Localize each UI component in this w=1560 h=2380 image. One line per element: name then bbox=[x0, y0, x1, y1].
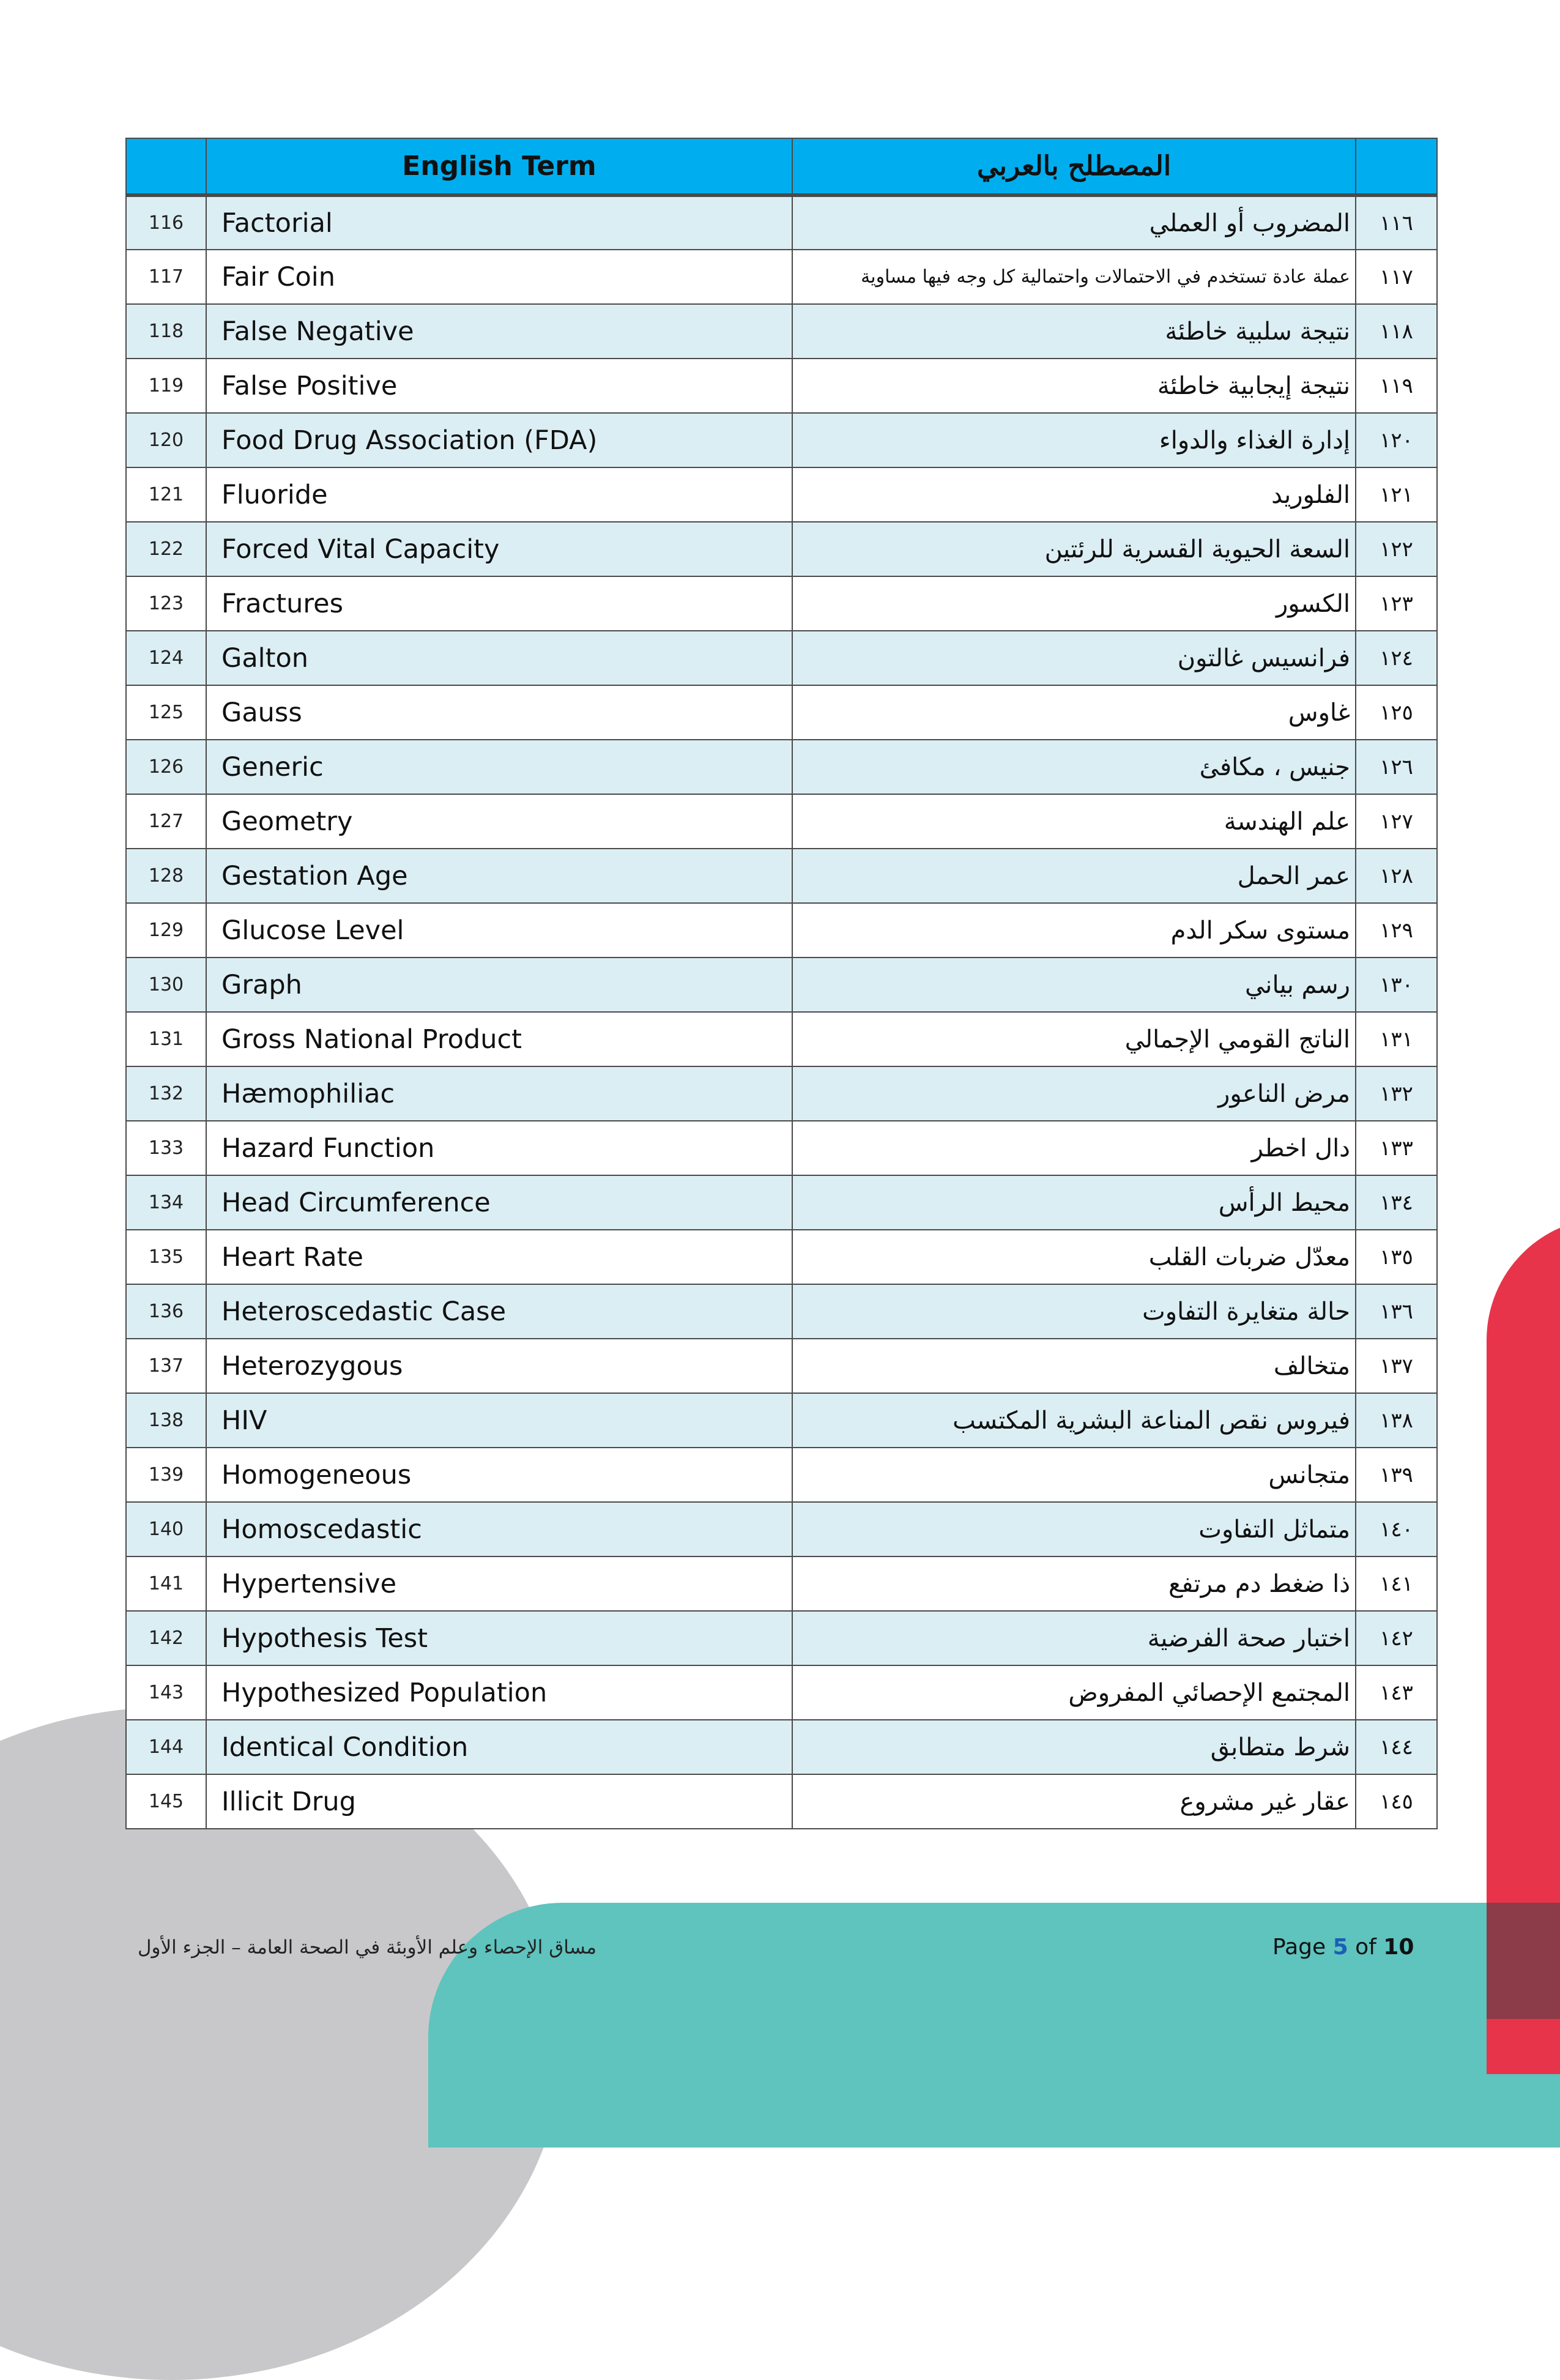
table-row bbox=[126, 250, 1437, 304]
arabic-term: علم الهندسة bbox=[792, 794, 1356, 849]
table-row bbox=[126, 1720, 1437, 1774]
english-term: Gauss bbox=[206, 685, 792, 740]
row-number: 132 bbox=[126, 1066, 206, 1121]
row-number: 126 bbox=[126, 740, 206, 794]
row-number: 117 bbox=[126, 250, 206, 304]
table-row bbox=[126, 1012, 1437, 1066]
table-row bbox=[126, 1175, 1437, 1230]
english-term: Identical Condition bbox=[206, 1720, 792, 1774]
arabic-term: اختبار صحة الفرضية bbox=[792, 1611, 1356, 1665]
english-term: Factorial bbox=[206, 195, 792, 250]
arabic-row-number: ١١٨ bbox=[1356, 304, 1437, 359]
english-term: Food Drug Association (FDA) bbox=[206, 413, 792, 467]
english-term: Fluoride bbox=[206, 467, 792, 522]
table-header-row bbox=[126, 138, 1437, 195]
english-term: Heart Rate bbox=[206, 1230, 792, 1284]
arabic-term: مستوى سكر الدم bbox=[792, 903, 1356, 958]
table-row bbox=[126, 576, 1437, 631]
english-term: Illicit Drug bbox=[206, 1774, 792, 1829]
arabic-term: الناتج القومي الإجمالي bbox=[792, 1012, 1356, 1066]
table-row bbox=[126, 413, 1437, 467]
arabic-row-number: ١٣٩ bbox=[1356, 1448, 1437, 1502]
row-number: 131 bbox=[126, 1012, 206, 1066]
arabic-row-number: ١٢٦ bbox=[1356, 740, 1437, 794]
row-number: 127 bbox=[126, 794, 206, 849]
table-row bbox=[126, 794, 1437, 849]
table-row bbox=[126, 1121, 1437, 1175]
arabic-term: المضروب أو العملي bbox=[792, 195, 1356, 250]
arabic-row-number: ١٣٣ bbox=[1356, 1121, 1437, 1175]
table-row bbox=[126, 1774, 1437, 1829]
glossary-table bbox=[125, 138, 1438, 1829]
row-number: 128 bbox=[126, 849, 206, 903]
english-term: Homogeneous bbox=[206, 1448, 792, 1502]
table-row bbox=[126, 304, 1437, 359]
header-number-cell bbox=[126, 138, 206, 195]
arabic-term: عمر الحمل bbox=[792, 849, 1356, 903]
english-term: Hazard Function bbox=[206, 1121, 792, 1175]
arabic-term: الكسور bbox=[792, 576, 1356, 631]
english-term: Graph bbox=[206, 958, 792, 1012]
table-row bbox=[126, 522, 1437, 576]
arabic-row-number: ١٢٥ bbox=[1356, 685, 1437, 740]
table-row bbox=[126, 1339, 1437, 1393]
row-number: 143 bbox=[126, 1665, 206, 1720]
header-arabic-term: المصطلح بالعربي bbox=[792, 138, 1356, 195]
english-term: Gross National Product bbox=[206, 1012, 792, 1066]
table-row bbox=[126, 849, 1437, 903]
page-current: 5 bbox=[1332, 1935, 1348, 1960]
row-number: 138 bbox=[126, 1393, 206, 1448]
row-number: 142 bbox=[126, 1611, 206, 1665]
header-english-term: English Term bbox=[206, 138, 792, 195]
english-term: Fair Coin bbox=[206, 250, 792, 304]
english-term: Hæmophiliac bbox=[206, 1066, 792, 1121]
english-term: Gestation Age bbox=[206, 849, 792, 903]
arabic-term: دال اخطر bbox=[792, 1121, 1356, 1175]
english-term: Galton bbox=[206, 631, 792, 685]
english-term: Heteroscedastic Case bbox=[206, 1284, 792, 1339]
table-row bbox=[126, 1230, 1437, 1284]
english-term: Head Circumference bbox=[206, 1175, 792, 1230]
table-row bbox=[126, 1611, 1437, 1665]
row-number: 123 bbox=[126, 576, 206, 631]
arabic-term: نتيجة سلبية خاطئة bbox=[792, 304, 1356, 359]
table-row bbox=[126, 1066, 1437, 1121]
arabic-term: مرض الناعور bbox=[792, 1066, 1356, 1121]
arabic-term: محيط الرأس bbox=[792, 1175, 1356, 1230]
arabic-row-number: ١٣٦ bbox=[1356, 1284, 1437, 1339]
arabic-row-number: ١٣٢ bbox=[1356, 1066, 1437, 1121]
english-term: Hypothesized Population bbox=[206, 1665, 792, 1720]
table-row bbox=[126, 740, 1437, 794]
table-row bbox=[126, 1393, 1437, 1448]
arabic-row-number: ١٢٧ bbox=[1356, 794, 1437, 849]
arabic-row-number: ١٤٤ bbox=[1356, 1720, 1437, 1774]
english-term: Forced Vital Capacity bbox=[206, 522, 792, 576]
row-number: 137 bbox=[126, 1339, 206, 1393]
decorative-overlap-shape bbox=[1487, 1903, 1560, 2019]
table-row bbox=[126, 685, 1437, 740]
arabic-term: عملة عادة تستخدم في الاحتمالات واحتمالية كل وجه فيها مساوية bbox=[792, 250, 1356, 304]
english-term: Heterozygous bbox=[206, 1339, 792, 1393]
english-term: Generic bbox=[206, 740, 792, 794]
arabic-term: عقار غير مشروع bbox=[792, 1774, 1356, 1829]
row-number: 135 bbox=[126, 1230, 206, 1284]
arabic-term: متماثل التفاوت bbox=[792, 1502, 1356, 1556]
arabic-term: رسم بياني bbox=[792, 958, 1356, 1012]
row-number: 122 bbox=[126, 522, 206, 576]
arabic-row-number: ١٢٣ bbox=[1356, 576, 1437, 631]
english-term: Geometry bbox=[206, 794, 792, 849]
row-number: 121 bbox=[126, 467, 206, 522]
arabic-term: متخالف bbox=[792, 1339, 1356, 1393]
row-number: 134 bbox=[126, 1175, 206, 1230]
table-row bbox=[126, 903, 1437, 958]
english-term: Hypertensive bbox=[206, 1556, 792, 1611]
arabic-row-number: ١٢٠ bbox=[1356, 413, 1437, 467]
row-number: 130 bbox=[126, 958, 206, 1012]
table-row bbox=[126, 1665, 1437, 1720]
arabic-row-number: ١٣٤ bbox=[1356, 1175, 1437, 1230]
row-number: 133 bbox=[126, 1121, 206, 1175]
row-number: 141 bbox=[126, 1556, 206, 1611]
row-number: 124 bbox=[126, 631, 206, 685]
arabic-row-number: ١١٦ bbox=[1356, 195, 1437, 250]
footer-course-title: مساق الإحصاء وعلم الأوبئة في الصحة العامة – الجزء الأول bbox=[138, 1936, 596, 1958]
table-row bbox=[126, 958, 1437, 1012]
table-row bbox=[126, 467, 1437, 522]
arabic-row-number: ١٤٠ bbox=[1356, 1502, 1437, 1556]
arabic-row-number: ١١٧ bbox=[1356, 250, 1437, 304]
arabic-term: متجانس bbox=[792, 1448, 1356, 1502]
arabic-term: فيروس نقص المناعة البشرية المكتسب bbox=[792, 1393, 1356, 1448]
english-term: HIV bbox=[206, 1393, 792, 1448]
arabic-row-number: ١٣١ bbox=[1356, 1012, 1437, 1066]
row-number: 140 bbox=[126, 1502, 206, 1556]
arabic-term: جنيس ، مكافئ bbox=[792, 740, 1356, 794]
arabic-row-number: ١٤٣ bbox=[1356, 1665, 1437, 1720]
arabic-row-number: ١١٩ bbox=[1356, 359, 1437, 413]
arabic-row-number: ١٢٨ bbox=[1356, 849, 1437, 903]
arabic-row-number: ١٤١ bbox=[1356, 1556, 1437, 1611]
english-term: Fractures bbox=[206, 576, 792, 631]
arabic-term: السعة الحيوية القسرية للرئتين bbox=[792, 522, 1356, 576]
arabic-term: إدارة الغذاء والدواء bbox=[792, 413, 1356, 467]
row-number: 145 bbox=[126, 1774, 206, 1829]
arabic-term: معدّل ضربات القلب bbox=[792, 1230, 1356, 1284]
row-number: 119 bbox=[126, 359, 206, 413]
row-number: 120 bbox=[126, 413, 206, 467]
english-term: False Positive bbox=[206, 359, 792, 413]
table-row bbox=[126, 1502, 1437, 1556]
arabic-term: غاوس bbox=[792, 685, 1356, 740]
arabic-row-number: ١٤٥ bbox=[1356, 1774, 1437, 1829]
row-number: 125 bbox=[126, 685, 206, 740]
table-row bbox=[126, 1556, 1437, 1611]
english-term: Homoscedastic bbox=[206, 1502, 792, 1556]
arabic-row-number: ١٣٨ bbox=[1356, 1393, 1437, 1448]
table-row bbox=[126, 195, 1437, 250]
arabic-row-number: ١٣٧ bbox=[1356, 1339, 1437, 1393]
arabic-row-number: ١٣٠ bbox=[1356, 958, 1437, 1012]
table-row bbox=[126, 1284, 1437, 1339]
arabic-row-number: ١٢١ bbox=[1356, 467, 1437, 522]
row-number: 116 bbox=[126, 195, 206, 250]
english-term: Glucose Level bbox=[206, 903, 792, 958]
page-of: of bbox=[1355, 1935, 1376, 1960]
arabic-row-number: ١٤٢ bbox=[1356, 1611, 1437, 1665]
arabic-term: حالة متغايرة التفاوت bbox=[792, 1284, 1356, 1339]
table-row bbox=[126, 631, 1437, 685]
header-arabic-number-cell bbox=[1356, 138, 1437, 195]
english-term: False Negative bbox=[206, 304, 792, 359]
page-prefix: Page bbox=[1272, 1935, 1326, 1960]
arabic-row-number: ١٢٢ bbox=[1356, 522, 1437, 576]
row-number: 144 bbox=[126, 1720, 206, 1774]
arabic-term: الفلوريد bbox=[792, 467, 1356, 522]
arabic-row-number: ١٢٩ bbox=[1356, 903, 1437, 958]
arabic-term: شرط متطابق bbox=[792, 1720, 1356, 1774]
arabic-term: فرانسيس غالتون bbox=[792, 631, 1356, 685]
row-number: 118 bbox=[126, 304, 206, 359]
row-number: 136 bbox=[126, 1284, 206, 1339]
arabic-row-number: ١٢٤ bbox=[1356, 631, 1437, 685]
footer-page-number bbox=[1272, 1935, 1414, 1960]
arabic-term: نتيجة إيجابية خاطئة bbox=[792, 359, 1356, 413]
table-row bbox=[126, 359, 1437, 413]
arabic-term: ذا ضغط دم مرتفع bbox=[792, 1556, 1356, 1611]
english-term: Hypothesis Test bbox=[206, 1611, 792, 1665]
row-number: 139 bbox=[126, 1448, 206, 1502]
row-number: 129 bbox=[126, 903, 206, 958]
table-row bbox=[126, 1448, 1437, 1502]
arabic-row-number: ١٣٥ bbox=[1356, 1230, 1437, 1284]
arabic-term: المجتمع الإحصائي المفروض bbox=[792, 1665, 1356, 1720]
page-total: 10 bbox=[1383, 1935, 1414, 1960]
